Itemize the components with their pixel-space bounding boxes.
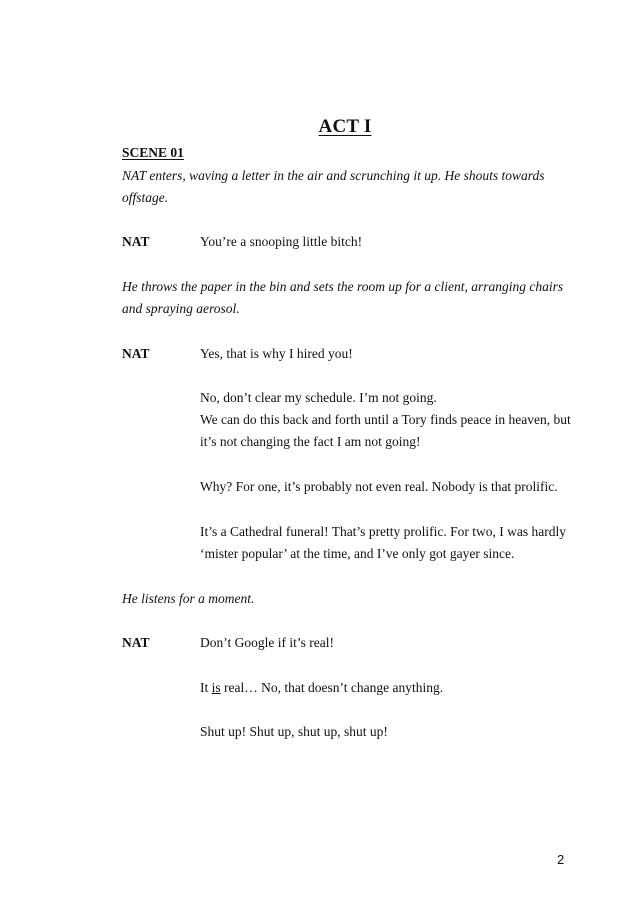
- stage-direction: NAT enters, waving a letter in the air and scrunching it up. He shouts towards offstage.: [122, 168, 545, 205]
- dialogue-text: It: [200, 680, 212, 695]
- dialogue-line: We can do this back and forth until a Tory finds peace in heaven, but it’s not changing the fact I am not going!: [200, 412, 571, 449]
- dialogue-line: You’re a snooping little bitch!: [200, 234, 363, 249]
- character-name: NAT: [122, 635, 150, 650]
- dialogue-line: It’s a Cathedral funeral! That’s pretty prolific. For two, I was hardly ‘mister popular’ at the time, and I’ve only got gayer since.: [200, 524, 567, 561]
- dialogue-line: Yes, that is why I hired you!: [200, 346, 353, 361]
- dialogue-line-emphasis: [200, 677, 580, 699]
- dialogue-text: real… No, that doesn’t change anything.: [220, 680, 444, 695]
- dialogue-line: Why? For one, it’s probably not even real. Nobody is that prolific.: [200, 479, 558, 494]
- scene-heading: SCENE 01: [122, 145, 184, 160]
- page-number: 2: [557, 852, 565, 867]
- dialogue-line: No, don’t clear my schedule. I’m not going.: [200, 390, 437, 405]
- character-name: NAT: [122, 346, 150, 361]
- emphasized-word: is: [211, 680, 221, 695]
- stage-direction: He throws the paper in the bin and sets the room up for a client, arranging chairs and spraying aerosol.: [122, 279, 564, 316]
- stage-direction: He listens for a moment.: [122, 591, 255, 606]
- dialogue-line: Shut up! Shut up, shut up, shut up!: [200, 724, 388, 739]
- act-title: ACT I: [318, 116, 372, 137]
- character-name: NAT: [122, 234, 150, 249]
- dialogue-line: Don’t Google if it’s real!: [200, 635, 334, 650]
